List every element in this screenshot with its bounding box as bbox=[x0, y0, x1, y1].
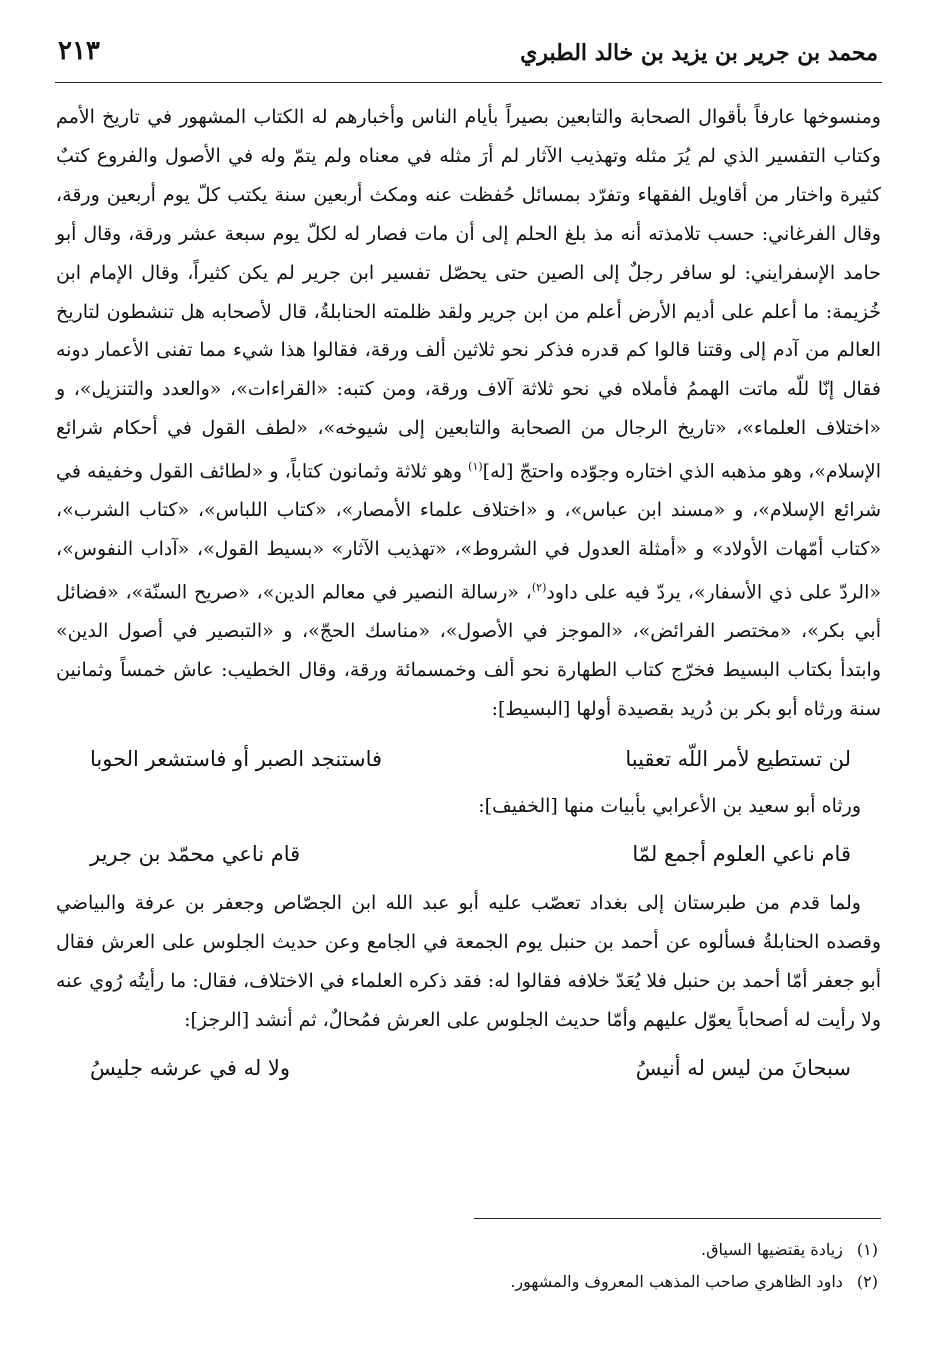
running-title: محمد بن جرير بن يزيد بن خالد الطبري bbox=[520, 40, 878, 66]
paragraph-3: ولما قدم من طبرستان إلى بغداد تعصّب عليه أبو عبد الله ابن الجصّاص وجعفر بن عرفة والبياضي وقصده الحنابلةُ فسألوه عن أحمد بن حنبل يوم الجمعة في الجامع وعن حديث الجلوس على العرش فقال أبو جعفر أمّا أحمد بن حنبل فلا يُعَدّ خلافه فقالوا له: فقد ذكره العلماء في الاختلاف، فقال: ما رأيتُه رُوي عنه ولا رأيت له أصحاباً يعوّل عليهم وأمّا حديث الجلوس على العرش فمُحالٌ، ثم أنشد [الرجز]: bbox=[55, 892, 881, 1031]
paragraph-1-part-a: ومنسوخها عارفاً بأقوال الصحابة والتابعين بصيراً بأيام الناس وأخبارهم له الكتاب المشهور في تاريخ الأمم وكتاب التفسير الذي لم يُرَ مثله وتهذيب الآثار لم أرَ مثله في معناه ولم يتمّ وله في الأصول والفروع كتبٌ كثيرة واختار من أقاويل الفقهاء وتفرّد بمسائل حُفظت عنه ومكث أربعين سنة يكتب كلّ يوم أربعين ورقة، وقال الفرغاني: حسب تلامذته أنه مذ بلغ الحلم إلى أن مات فصار له لكلّ يوم سبعة عشر ورقة، وقال أبو حامد الإسفرايني: لو سافر رجلٌ إلى الصين حتى يحصّل تفسير ابن جرير لم يكن كثيراً، وقال الإمام ابن خُزيمة: ما أعلم على أديم الأرض أعلم من ابن جرير ولقد ظلمته الحنابلةُ، قال لأصحابه هل تنشطون لتاريخ العالم من آدم إلى وقتنا قالوا كم قدره فذكر نحو ثلاثين ألف ورقة، فقالوا هذا شيء مما تفنى الأعمار دونه فقال إنّا للّه ماتت الهممُ فأملاه في نحو ثلاثة آلاف ورقة، ومن كتبه: «القراءات»، «والعدد والتنزيل»، و «اختلاف العلماء»، «تاريخ الرجال من الصحابة والتابعين إلى شيوخه»، «لطف القول في أحكام شرائع الإسلام»، وهو مذهبه الذي اختاره وجوّده واحتجّ [له] bbox=[56, 106, 881, 483]
verse-line-2 bbox=[56, 832, 881, 876]
footnote-1-text: زيادة يقتضيها السياق. bbox=[701, 1240, 843, 1259]
verse-line-3 bbox=[56, 1046, 881, 1090]
footnotes bbox=[400, 1234, 878, 1298]
verse-2-second-hemistich: قام ناعي محمّد بن جرير bbox=[90, 842, 301, 867]
footnote-1-number: (١) bbox=[856, 1240, 878, 1259]
paragraph-1-part-c: ، «رسالة النصير في معالم الدين»، «صريح السنّة»، «فضائل أبي بكر»، «مختصر الفرائض»، «الموجز في الأصول»، «مناسك الحجّ»، و «التبصير في أصول الدين» وابتدأ بكتاب البسيط فخرّج كتاب الطهارة نحو ألف وخمسمائة ورقة، وقال الخطيب: عاش خمساً وثمانين سنة ورثاه أبو بكر بن دُريد بقصيدة أولها [البسيط]: bbox=[56, 581, 881, 721]
footnote-ref-1: (١) bbox=[468, 460, 483, 474]
verse-1-first-hemistich: لن تستطيع لأمر اللّه تعقيبا bbox=[625, 747, 851, 772]
page-number: ٢١٣ bbox=[58, 36, 100, 66]
footnote-1 bbox=[400, 1234, 878, 1266]
verse-line-1 bbox=[56, 737, 881, 781]
footnote-2-number: (٢) bbox=[856, 1272, 878, 1291]
verse-3-first-hemistich: سبحانَ من ليس له أنيسُ bbox=[635, 1055, 851, 1080]
verse-1-second-hemistich: فاستنجد الصبر أو فاستشعر الحوبا bbox=[90, 747, 383, 772]
header-rule bbox=[55, 82, 882, 83]
paragraph-1-part-b: وهو ثلاثة وثمانون كتاباً، و «لطائف القول وخفيفه في شرائع الإسلام»، و «مسند ابن عباس»، و «اختلاف علماء الأمصار»، «كتاب اللباس»، «كتاب الشرب»، «كتاب أمّهات الأولاد» و «أمثلة العدول في الشروط»، «تهذيب الآثار» «بسيط القول»، «آداب النفوس»، «الردّ على ذي الأسفار»، يردّ فيه على داود bbox=[56, 460, 881, 604]
body-text bbox=[56, 98, 881, 1090]
footnote-ref-2: (٢) bbox=[531, 581, 547, 595]
paragraph-2: ورثاه أبو سعيد بن الأعرابي بأبيات منها [الخفيف]: bbox=[478, 795, 861, 818]
verse-3-second-hemistich: ولا له في عرشه جليسُ bbox=[90, 1055, 291, 1080]
verse-2-first-hemistich: قام ناعي العلوم أجمع لمّا bbox=[632, 842, 851, 867]
footnote-separator bbox=[474, 1218, 881, 1219]
paragraph-1 bbox=[56, 98, 881, 729]
footnote-2 bbox=[400, 1266, 878, 1298]
footnote-2-text: داود الظاهري صاحب المذهب المعروف والمشهور. bbox=[510, 1272, 843, 1291]
